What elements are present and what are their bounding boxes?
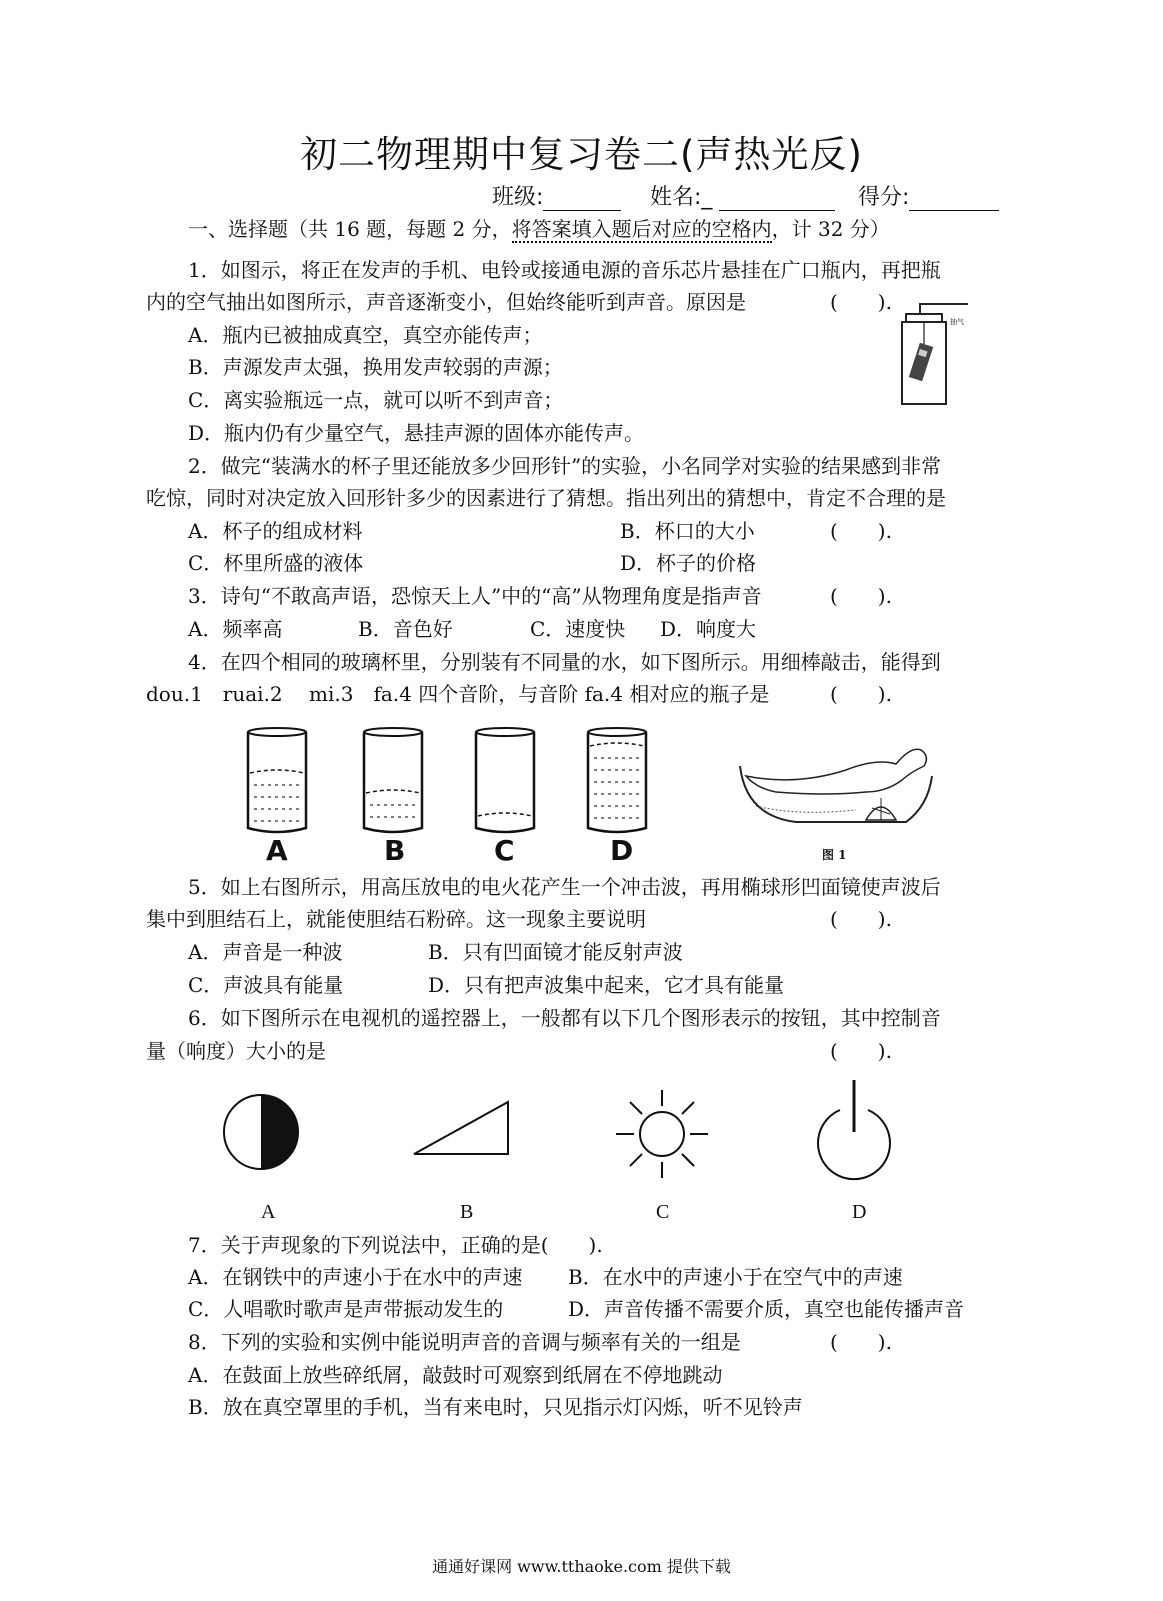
- q4-line1: 4．在四个相同的玻璃杯里，分别装有不同量的水，如下图所示。用细棒敲击，能得到: [188, 650, 941, 674]
- q7-option-d[interactable]: D．声音传播不需要介质，真空也能传播声音: [568, 1297, 965, 1321]
- q2-paren[interactable]: ( ).: [830, 519, 892, 543]
- q5-option-a[interactable]: A．声音是一种波: [188, 940, 343, 964]
- q1-option-c[interactable]: C．离实验瓶远一点，就可以听不到声音；: [188, 388, 564, 412]
- name-field: [650, 180, 835, 211]
- name-prefix: _: [701, 185, 713, 210]
- volume-triangle-icon[interactable]: [410, 1098, 512, 1158]
- q3-option-c[interactable]: C．速度快: [530, 617, 626, 641]
- q5-paren[interactable]: ( ).: [830, 907, 892, 931]
- score-label: 得分:: [858, 185, 910, 210]
- cup-b: [364, 728, 422, 832]
- q7-option-c[interactable]: C．人唱歌时歌声是声带振动发生的: [188, 1297, 504, 1321]
- q1-option-a[interactable]: A．瓶内已被抽成真空，真空亦能传声；: [188, 323, 543, 347]
- q6-line2: 量（响度）大小的是: [146, 1039, 326, 1063]
- q8-option-b[interactable]: B．放在真空罩里的手机，当有来电时，只见指示灯闪烁，听不见铃声: [188, 1395, 803, 1419]
- name-label: 姓名:: [650, 185, 702, 210]
- q2-option-b[interactable]: B．杯口的大小: [620, 519, 755, 543]
- q3-option-b[interactable]: B．音色好: [358, 617, 453, 641]
- class-blank[interactable]: [543, 190, 621, 211]
- q7-option-a[interactable]: A．在钢铁中的声速小于在水中的声速: [188, 1265, 523, 1289]
- icon-label-d: D: [852, 1201, 867, 1223]
- q1-line2: 内的空气抽出如图所示，声音逐渐变小，但始终能听到声音。原因是: [146, 290, 746, 314]
- class-field: [492, 180, 621, 211]
- q3-line1: 3．诗句“不敢高声语，恐惊天上人”中的“高”从物理角度是指声音: [188, 584, 762, 608]
- cup-label-a: A: [266, 834, 288, 867]
- jar-figure: [890, 300, 970, 410]
- score-field: [858, 180, 999, 211]
- power-icon[interactable]: [812, 1076, 896, 1174]
- cup-label-c: C: [494, 834, 515, 867]
- cup-c: [476, 728, 534, 832]
- q1-paren[interactable]: ( ).: [830, 290, 892, 314]
- section-heading-dotted: 将答案填入题后对应的空格内: [511, 217, 772, 241]
- q2-option-a[interactable]: A．杯子的组成材料: [188, 519, 363, 543]
- q3-option-a[interactable]: A．频率高: [188, 617, 283, 641]
- figure-caption: 图 1: [822, 848, 847, 862]
- q4-line2: dou.1 ruai.2 mi.3 fa.4 四个音阶，与音阶 fa.4 相对应的瓶子是: [146, 682, 770, 706]
- q2-line1: 2．做完“装满水的杯子里还能放多少回形针”的实验，小名同学对实验的结果感到非常: [188, 454, 942, 478]
- cup-a: [248, 728, 306, 832]
- q5-option-b[interactable]: B．只有凹面镜才能反射声波: [428, 940, 683, 964]
- q8-line1: 8．下列的实验和实例中能说明声音的音调与频率有关的一组是: [188, 1330, 741, 1354]
- q1-option-b[interactable]: B．声源发声太强，换用发声较弱的声源；: [188, 355, 563, 379]
- section-heading-pre: 一、选择题（共 16 题，每题 2 分，: [188, 217, 512, 241]
- q2-line2: 吃惊，同时对决定放入回形针多少的因素进行了猜想。指出列出的猜想中，肯定不合理的是: [146, 486, 946, 510]
- contrast-icon[interactable]: [222, 1093, 300, 1171]
- q5-line1: 5．如上右图所示，用高压放电的电火花产生一个冲击波，再用椭球形凹面镜使声波后: [188, 875, 941, 899]
- score-blank[interactable]: [909, 190, 999, 211]
- cups-figure: [240, 724, 670, 864]
- q8-paren[interactable]: ( ).: [830, 1330, 892, 1354]
- q1-option-d[interactable]: D．瓶内仍有少量空气，悬挂声源的固体亦能传声。: [188, 421, 645, 445]
- q5-line2: 集中到胆结石上，就能使胆结石粉碎。这一现象主要说明: [146, 907, 646, 931]
- q7-line1: 7．关于声现象的下列说法中，正确的是( ).: [188, 1233, 603, 1257]
- page-title: 初二物理期中复习卷二(声热光反): [300, 133, 863, 176]
- icon-label-b: B: [460, 1201, 474, 1223]
- footer: 通通好课网 www.tthaoke.com 提供下载: [432, 1557, 731, 1576]
- q2-option-d[interactable]: D．杯子的价格: [620, 551, 757, 575]
- q2-option-c[interactable]: C．杯里所盛的液体: [188, 551, 364, 575]
- q7-option-b[interactable]: B．在水中的声速小于在空气中的声速: [568, 1265, 903, 1289]
- q8-option-a[interactable]: A．在鼓面上放些碎纸屑，敲鼓时可观察到纸屑在不停地跳动: [188, 1363, 723, 1387]
- cup-d: [588, 728, 646, 832]
- q4-paren[interactable]: ( ).: [830, 682, 892, 706]
- jar-label: 抽气: [950, 318, 964, 326]
- cup-label-d: D: [610, 834, 634, 867]
- section-heading-post: ，计 32 分）: [771, 217, 890, 241]
- q6-paren[interactable]: ( ).: [830, 1039, 892, 1063]
- class-label: 班级:: [492, 185, 544, 210]
- q3-option-d[interactable]: D．响度大: [660, 617, 757, 641]
- section-heading: [188, 217, 890, 241]
- q5-option-d[interactable]: D．只有把声波集中起来，它才具有能量: [428, 973, 785, 997]
- cup-label-b: B: [384, 834, 406, 867]
- q3-paren[interactable]: ( ).: [830, 584, 892, 608]
- name-blank[interactable]: [719, 190, 835, 211]
- icon-label-c: C: [656, 1201, 670, 1223]
- q5-option-c[interactable]: C．声波具有能量: [188, 973, 344, 997]
- icon-label-a: A: [261, 1201, 276, 1223]
- q6-line1: 6．如下图所示在电视机的遥控器上，一般都有以下几个图形表示的按钮，其中控制音: [188, 1006, 941, 1030]
- lithotripsy-figure: [736, 736, 936, 836]
- brightness-sun-icon[interactable]: [612, 1088, 712, 1180]
- q1-line1: 1．如图示，将正在发声的手机、电铃或接通电源的音乐芯片悬挂在广口瓶内，再把瓶: [188, 258, 941, 282]
